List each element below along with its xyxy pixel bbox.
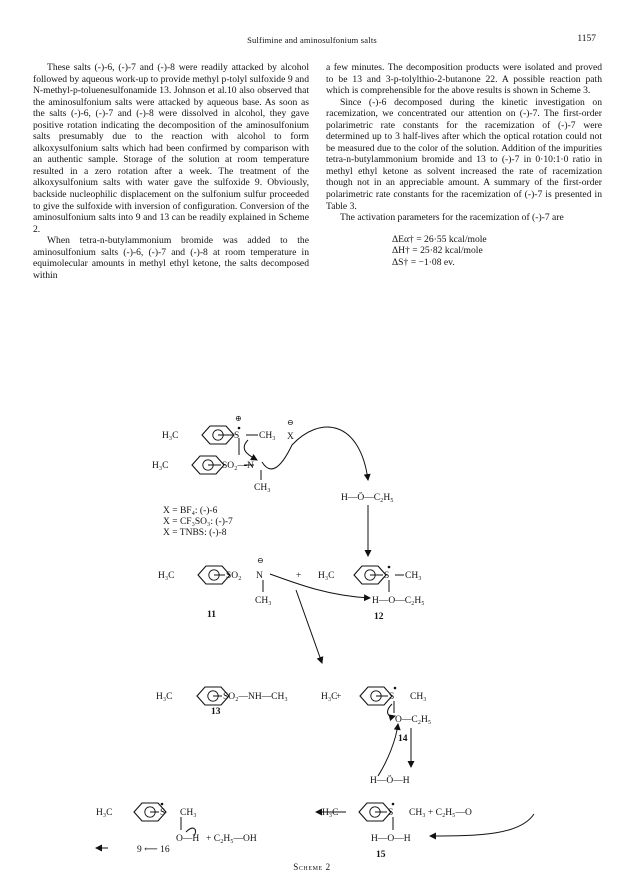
plus-sign-2: + [336, 692, 342, 702]
so2-11: SO₂ [226, 571, 242, 581]
activation-entropy: ΔS† = −1·08 ev. [392, 256, 455, 268]
compound-13: 13 [211, 707, 221, 717]
right-paragraph-2: Since (-)-6 decomposed during the kinetic investigation on racemization, we concentrated our attention on (-)-7. The first-order polarimetric rate constants for the racemization of (-)-7 were determined up to 3 half-lives after which the optical rotation could not be measured due to the color of the solution. Addition of the impurities tetra-n-butylammonium bromide and 13 to (-)-7 in 0·10:1·0 ratio in methyl ethyl ketone as solvent increased the rate of racemization though not in an appreciable amount. A summary of the first-order polarimetric rate constants for the racemization of (-)-7 is presented in Table 3. [326, 96, 602, 212]
h3c-label-14: H₃C [321, 692, 338, 702]
compound-15: 15 [376, 850, 386, 860]
so2n-top: SO₂—N [222, 461, 254, 471]
right-paragraph-3: The activation parameters for the racemization of (-)-7 are [340, 212, 564, 224]
left-column [33, 62, 309, 281]
s-12: S [384, 571, 390, 581]
counterion-tnbs: X = TNBS: (-)-8 [163, 528, 227, 538]
h-o-c2h5-12: H—O—C₂H₅ [372, 596, 425, 606]
plus-ethanol: + C₂H₅—OH [206, 834, 257, 844]
ch3-14: CH₃ [410, 692, 427, 702]
s-14: S [389, 692, 395, 702]
h3c-label-11: H₃C [158, 571, 175, 581]
ch3-top: CH₃ [259, 431, 276, 441]
s-15: S [388, 808, 394, 818]
activation-parameters [392, 234, 602, 269]
s-16: S [160, 808, 166, 818]
counterion-bf4: X = BF₄: (-)-6 [163, 506, 218, 516]
h3c-label-15: H₃C [322, 808, 339, 818]
compound-14: 14 [398, 734, 408, 744]
ch3-12: CH₃ [405, 571, 422, 581]
n-11: N [256, 571, 263, 581]
ch3-ethoxide-15: CH₃ + C₂H₅—O [409, 808, 472, 818]
running-title: Sulfimine and aminosulfonium salts [247, 35, 377, 45]
arrow-9-16: 9 ⟵ 16 [137, 845, 170, 855]
counterion-cf3so3: X = CF₃SO₃: (-)-7 [163, 517, 233, 527]
s-top: S [234, 431, 240, 441]
h-o-h-15: H—O—H [371, 834, 411, 844]
oh-16: O—H [176, 834, 200, 844]
scheme-caption: Scheme 2 [293, 862, 331, 872]
left-paragraph-1: These salts (-)-6, (-)-7 and (-)-8 were readily attacked by alcohol followed by aqueous work-up to provide methyl p-tolyl sulfoxide 9 and N-methyl-p-toluenesulfonamide 13. Johnson et al.10 also observed that the aminosulfonium salts were attacked by aqueous base. As soon as the salts (-)-6, (-)-7 and (-)-8 were dissolved in alcohol, they gave positive rotation indicating the decomposition of the aminosulfonium salts presumably due to the reaction with alcohol to form alkoxysulfonium salts which had been confirmed by comparison with an authentic sample. Storage of the solution at room temperature resulted in a zero rotation after a week. The treatment of the alkoxysulfonium salts with water gave the sulfoxide 9. Obviously, backside nucleophilic displacement on the sulfonium sulfur proceeded to give the sulfoxide with inversion of configuration. Conversion of the aminosulfonium salts into 9 and 13 can be readily explained in Scheme 2. [33, 62, 309, 235]
compound-12: 12 [374, 612, 384, 622]
charge-plus-top: ⊕ [235, 414, 242, 423]
activation-energy: ΔEα† = 26·55 kcal/mole [392, 233, 487, 245]
right-paragraph-1: a few minutes. The decomposition products were isolated and proved to be 13 and 3-p-tolylthio-2-butanone 22. A possible reaction path which is comprehensible for the above results is shown in Scheme 3. [326, 62, 602, 97]
oc2h5-14: O—C₂H₅ [395, 715, 432, 725]
right-column [326, 62, 602, 268]
page-number: 1157 [577, 34, 596, 44]
h3c-label-12: H₃C [318, 571, 335, 581]
plus-sign-1: + [296, 571, 302, 581]
water-label: H—Ö—H [370, 776, 410, 786]
h3c-label-1: H₃C [162, 431, 179, 441]
ch3-n-top: CH₃ [254, 483, 271, 493]
ch3-16: CH₃ [180, 808, 197, 818]
ch3-11: CH₃ [255, 596, 272, 606]
h3c-label-2: H₃C [152, 461, 169, 471]
compound-11: 11 [207, 610, 216, 620]
activation-enthalpy: ΔH† = 25·82 kcal/mole [392, 245, 483, 257]
x-anion: X [287, 432, 294, 442]
ethanol-label: H—Ö—C₂H₅ [341, 493, 394, 503]
charge-minus-n: ⊖ [257, 556, 264, 565]
charge-minus-x: ⊖ [287, 418, 294, 427]
reaction-scheme-2 [0, 400, 624, 860]
left-paragraph-2: When tetra-n-butylammonium bromide was added to the aminosulfonium salts (-)-6, (-)-7 and (-)-8 at room temperature in equimolecular amounts in methyl ethyl ketone, the salts decomposed within [33, 235, 309, 281]
so2nhch3-13: SO₂—NH—CH₃ [223, 692, 288, 702]
h3c-label-13: H₃C [156, 692, 173, 702]
h3c-label-16: H₃C [96, 808, 113, 818]
